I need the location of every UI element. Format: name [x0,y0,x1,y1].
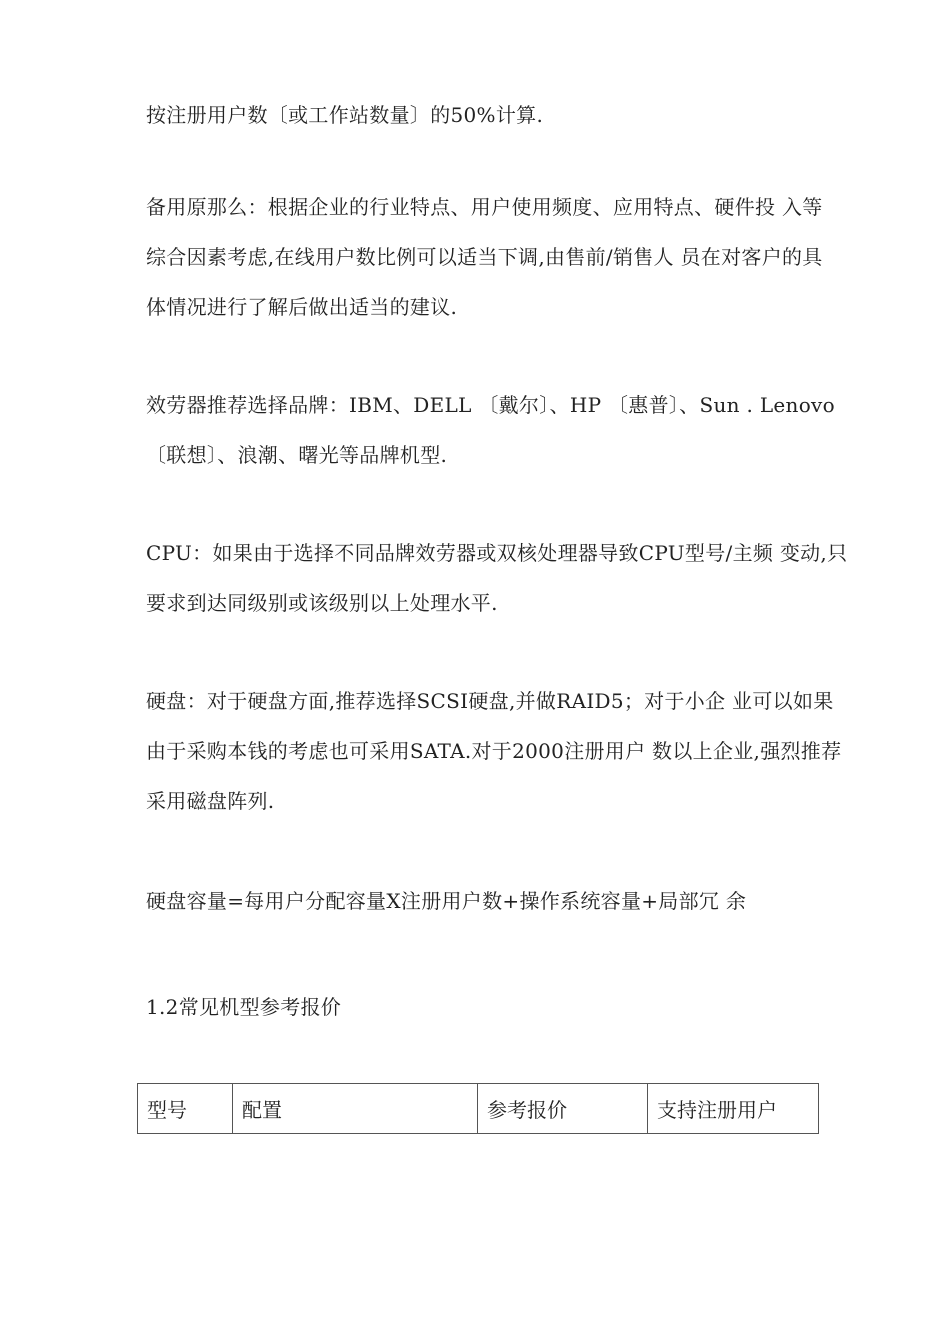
paragraph-cpu-line-2: 要求到达同级别或该级别以上处理水平. [146,591,498,615]
table-header-reference-price: 参考报价 [478,1084,648,1134]
table-header-row [138,1084,819,1134]
paragraph-backup-principle-line-2: 综合因素考虑,在线用户数比例可以适当下调,由售前/销售人 员在对客户的具 [146,245,823,269]
paragraph-hard-disk-line-2: 由于采购本钱的考虑也可采用SATA.对于2000注册用户 数以上企业,强烈推荐 [146,739,842,763]
paragraph-disk-capacity-formula: 硬盘容量=每用户分配容量X注册用户数+操作系统容量+局部冗 余 [146,889,747,913]
paragraph-server-brands-line-2: 〔联想〕、浪潮、曙光等品牌机型. [146,443,448,467]
paragraph-hard-disk-line-3: 采用磁盘阵列. [146,789,275,813]
paragraph-backup-principle-line-3: 体情况进行了解后做出适当的建议. [146,295,458,319]
paragraph-hard-disk-line-1: 硬盘：对于硬盘方面,推荐选择SCSI硬盘,并做RAID5；对于小企 业可以如果 [146,689,834,713]
paragraph-cpu-line-1: CPU：如果由于选择不同品牌效劳器或双核处理器导致CPU型号/主频 变动,只 [146,541,848,565]
paragraph-server-brands-line-1: 效劳器推荐选择品牌：IBM、DELL 〔戴尔〕、HP 〔惠普〕、Sun . Lenovo [146,393,835,417]
table-header-configuration: 配置 [233,1084,478,1134]
table-header-supported-users: 支持注册用户 [648,1084,819,1134]
paragraph-usage-ratio-line-1: 按注册用户数〔或工作站数量〕的50%计算. [146,103,544,127]
price-reference-table [137,1083,819,1134]
section-heading: 1.2常见机型参考报价 [146,995,342,1019]
paragraph-backup-principle-line-1: 备用原那么：根据企业的行业特点、用户使用频度、应用特点、硬件投 入等 [146,195,823,219]
table-header-model: 型号 [138,1084,233,1134]
